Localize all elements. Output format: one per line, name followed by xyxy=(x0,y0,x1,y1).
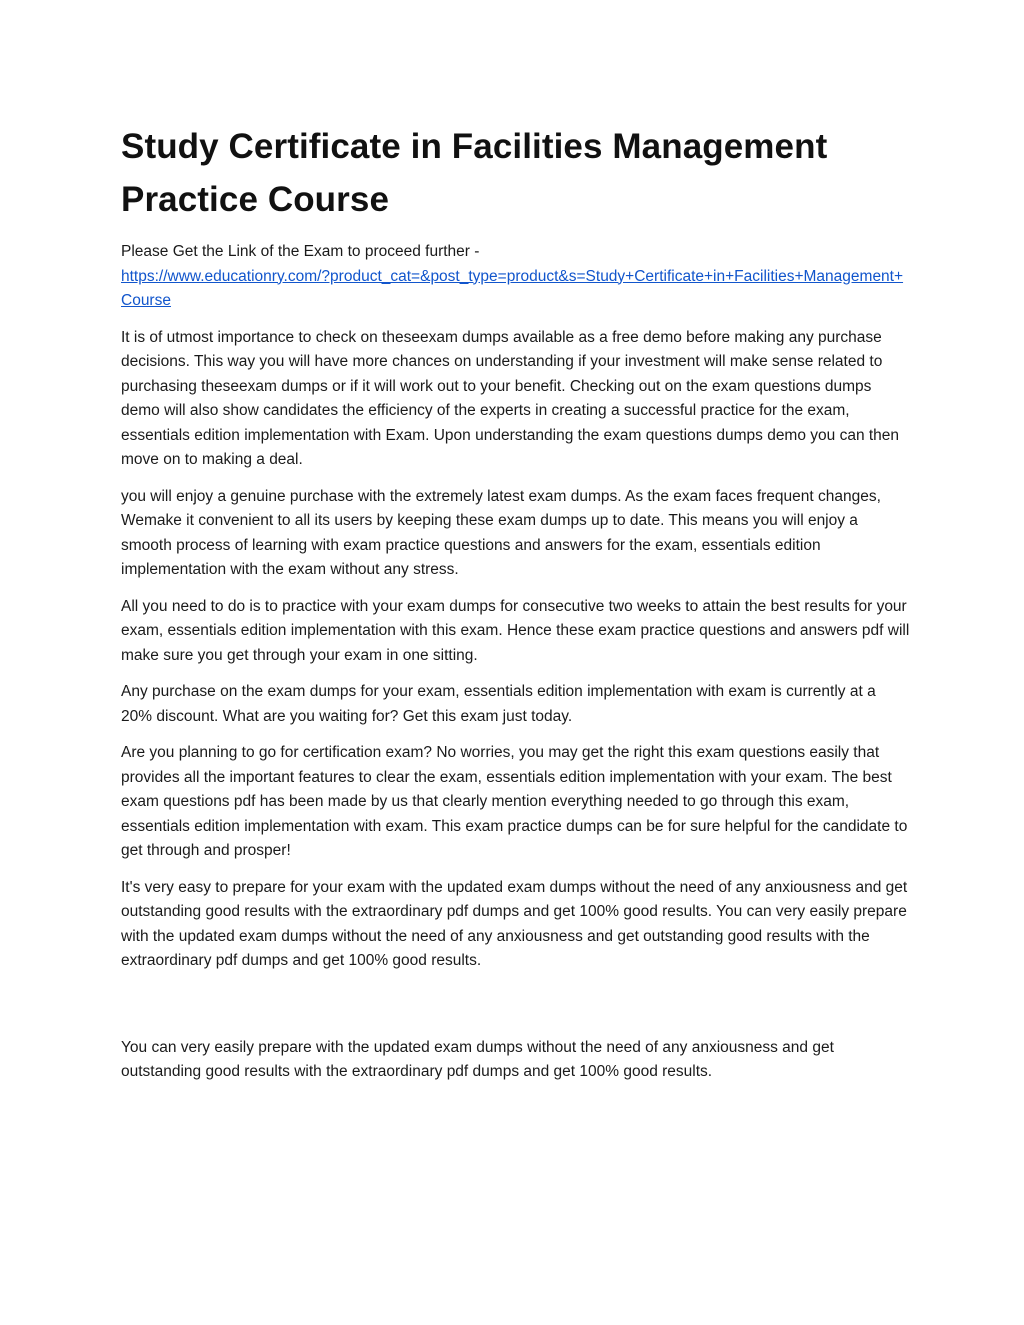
intro-text: Please Get the Link of the Exam to proceed further - xyxy=(121,243,480,260)
paragraph-certification: Are you planning to go for certification exam? No worries, you may get the right this exam questions easily that provides all the important features to clear the exam, essentials edition implementation with your exam. The best exam questions pdf has been made by us that clearly mention everything needed to go through this exam, essentials edition implementation with exam. This exam practice dumps can be for sure helpful for the candidate to get through and prosper! xyxy=(121,744,908,859)
paragraph-prepare: It's very easy to prepare for your exam with the updated exam dumps without the need of any anxiousness and get outstanding good results with the extraordinary pdf dumps and get 100% good results. You can very easily prepare with the updated exam dumps without the need of any anxiousness and get outstanding good results with the extraordinary pdf dumps and get 100% good results. xyxy=(121,878,908,969)
paragraph-demo: It is of utmost importance to check on theseexam dumps available as a free demo before making any purchase decisions. This way you will have more chances on understanding if your investment will make sense related to purchasing theseexam dumps or if it will work out to your benefit. Checking out on the exam questions dumps demo will also show candidates the efficiency of the experts in creating a successful practice for the exam, essentials edition implementation with Exam. Upon understanding the exam questions dumps demo you can then move on to making a deal. xyxy=(121,328,900,468)
exam-link[interactable]: https://www.educationry.com/?product_cat=&post_type=product&s=Study+Certificate+in+Facilities+Management+Course xyxy=(121,267,904,309)
paragraph-discount: Any purchase on the exam dumps for your exam, essentials edition implementation with exam is currently at a 20% discount. What are you waiting for? Get this exam just today. xyxy=(121,683,876,725)
page-title: Study Certificate in Facilities Management Practice Course xyxy=(121,127,828,219)
intro-paragraph xyxy=(121,240,911,314)
paragraph-purchase: you will enjoy a genuine purchase with the extremely latest exam dumps. As the exam faces frequent changes, Wemake it convenient to all its users by keeping these exam dumps up to date. This means you will enjoy a smooth process of learning with exam practice questions and answers for the exam, essentials edition implementation with the exam without any stress. xyxy=(121,487,881,578)
blank-line xyxy=(121,986,911,1036)
document-page xyxy=(121,120,911,1097)
paragraph-practice: All you need to do is to practice with your exam dumps for consecutive two weeks to attain the best results for your exam, essentials edition implementation with this exam. Hence these exam practice questions and answers pdf will make sure you get through your exam in one sitting. xyxy=(121,597,910,664)
paragraph-closing: You can very easily prepare with the updated exam dumps without the need of any anxiousness and get outstanding good results with the extraordinary pdf dumps and get 100% good results. xyxy=(121,1038,834,1080)
